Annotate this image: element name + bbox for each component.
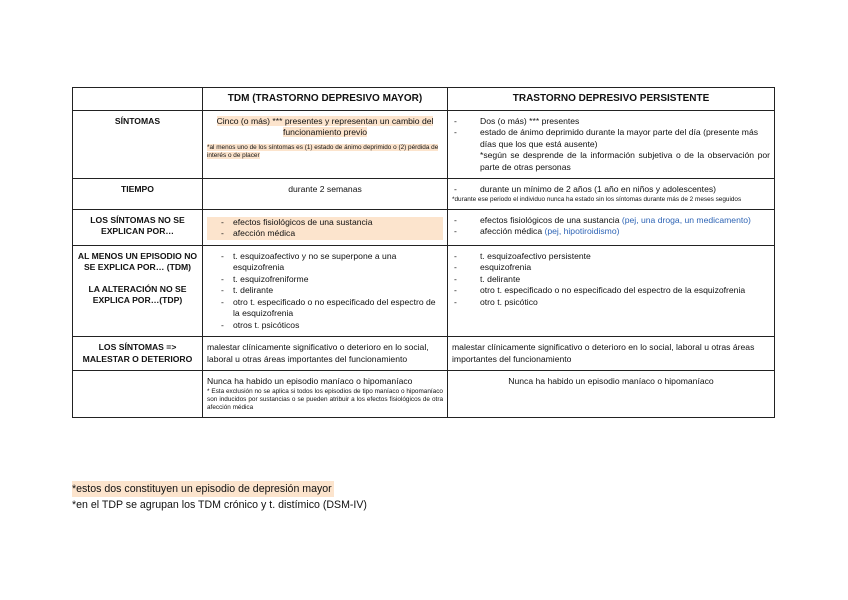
row-label-no-explican: LOS SÍNTOMAS NO SE EXPLICAN POR…	[73, 209, 203, 245]
maniaco-tdm-note: * Esta exclusión no se aplica si todos los episodios de tipo maníaco o hipomaníaco son inducidos por sustancias o se pueden atribuir a los efectos fisiológicos de otra afección médica	[207, 387, 443, 411]
sintomas-tdm-main: Cinco (o más) *** presentes y representan un cambio del funcionamiento previo	[216, 115, 434, 137]
cell-malestar-tdm: malestar clínicamente significativo o deterioro en lo social, laboral u otras áreas importantes del funcionamiento	[203, 337, 448, 371]
footnote-tdp: *en el TDP se agrupan los TDM crónico y t. distímico (DSM-IV)	[72, 499, 367, 511]
cell-sintomas-tdp	[448, 110, 775, 179]
row-label-malestar: LOS SÍNTOMAS => MALESTAR O DETERIORO	[73, 337, 203, 371]
list-item: - afección médica	[207, 228, 443, 240]
row-label-maniaco	[73, 371, 203, 418]
table-row-episodio	[73, 245, 775, 337]
cell-sintomas-tdm	[203, 110, 448, 179]
list-item: - durante un mínimo de 2 años (1 año en niños y adolescentes)	[452, 184, 770, 196]
maniaco-tdm-main: Nunca ha habido un episodio maníaco o hipomaníaco	[207, 376, 413, 386]
table-row-no-explican	[73, 209, 775, 245]
table-row-sintomas	[73, 110, 775, 179]
footnotes	[72, 481, 367, 513]
list-item: - esquizofrenia	[452, 262, 770, 274]
header-tdm: TDM (TRASTORNO DEPRESIVO MAYOR)	[203, 88, 448, 111]
comparison-table	[72, 87, 775, 418]
list-item: - t. esquizoafectivo persistente	[452, 251, 770, 263]
list-item: - Dos (o más) *** presentes	[452, 116, 770, 128]
table-row-malestar	[73, 337, 775, 371]
row-label-sintomas: SÍNTOMAS	[73, 110, 203, 179]
cell-episodio-tdp	[448, 245, 775, 337]
list-item: - otro t. psicótico	[452, 297, 770, 309]
list-item: - efectos fisiológicos de una sustancia	[207, 217, 443, 229]
sintomas-tdp-note: *según se desprende de la información subjetiva o de la observación por parte de otras personas	[480, 150, 770, 172]
cell-episodio-tdm	[203, 245, 448, 337]
table-row-maniaco	[73, 371, 775, 418]
list-item: - otro t. especificado o no especificado del espectro de la esquizofrenia	[207, 297, 443, 320]
sintomas-tdm-note: *al menos uno de los síntomas es (1) estado de ánimo deprimido o (2) pérdida de interés o de placer	[207, 143, 439, 159]
list-item: - t. delirante	[207, 285, 443, 297]
header-tdp: TRASTORNO DEPRESIVO PERSISTENTE	[448, 88, 775, 111]
table-header-row	[73, 88, 775, 111]
table-row-tiempo	[73, 179, 775, 210]
cell-tiempo-tdp	[448, 179, 775, 210]
list-item: - otros t. psicóticos	[207, 320, 443, 332]
row-label-episodio: AL MENOS UN EPISODIO NO SE EXPLICA POR… (TDM) LA ALTERACIÓN NO SE EXPLICA POR…(TDP)	[73, 245, 203, 337]
cell-maniaco-tdm	[203, 371, 448, 418]
list-item: - efectos fisiológicos de una sustancia (pej, una droga, un medicamento)	[452, 215, 770, 227]
list-item: - t. esquizofreniforme	[207, 274, 443, 286]
cell-maniaco-tdp: Nunca ha habido un episodio maníaco o hipomaníaco	[448, 371, 775, 418]
tiempo-tdp-note: *durante ese periodo el individuo nunca ha estado sin los síntomas durante más de 2 meses seguidos	[452, 195, 742, 203]
row-label-tiempo: TIEMPO	[73, 179, 203, 210]
list-item: - estado de ánimo deprimido durante la mayor parte del día (presente más días que los que está ausente)	[452, 127, 770, 150]
cell-tiempo-tdm: durante 2 semanas	[203, 179, 448, 210]
cell-malestar-tdp: malestar clínicamente significativo o deterioro en lo social, laboral u otras áreas importantes del funcionamiento	[448, 337, 775, 371]
list-item: - otro t. especificado o no especificado del espectro de la esquizofrenia	[452, 285, 770, 297]
list-item: - t. esquizoafectivo y no se superpone a una esquizofrenia	[207, 251, 443, 274]
list-item: - afección médica (pej, hipotiroidismo)	[452, 226, 770, 238]
list-item: - t. delirante	[452, 274, 770, 286]
header-empty-cell	[73, 88, 203, 111]
cell-no-explican-tdp	[448, 209, 775, 245]
footnote-episodio: *estos dos constituyen un episodio de depresión mayor	[72, 483, 332, 495]
cell-no-explican-tdm	[203, 209, 448, 245]
